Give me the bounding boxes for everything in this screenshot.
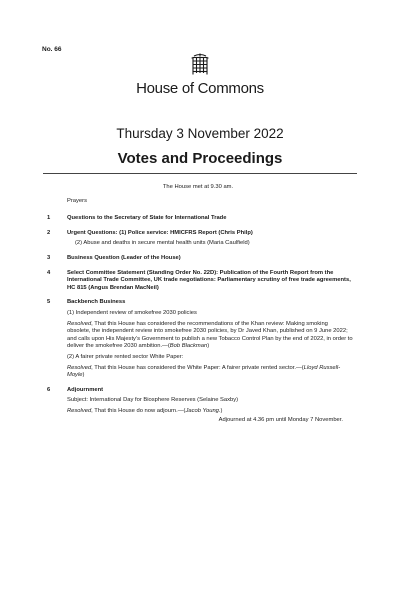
mover-name: Jacob Young. [185,407,221,414]
page-title: Votes and Proceedings [117,150,283,167]
item-number: 5 [47,299,51,306]
house-met-line: The House met at 9.30 am. [162,184,234,190]
proceeding-item [43,270,353,293]
resolution-body: , That this House has considered the recommendations of the Khan review: Making smoking obsolete, the independent review into smokefree 2030 policies, by Dr Javed Khan, published on 9 June 2022; and calls upon His Majesty’s Government to publish a new Tobacco Control Plan by the end of 2022, in order to deliver the smokefree 2030 ambition.—( [67,320,353,350]
resolved-word: Resolved [67,364,92,371]
item-number: 2 [47,229,51,236]
item-heading: Select Committee Statement (Standing Order No. 22D): Publication of the Fourth Report from the International Trade Committee, UK trade negotiations: Parliamentary scrutiny of free trade agreements, HC 815 (Angus Brendan MacNeil) [67,269,351,291]
prayers-line: Prayers [67,197,87,204]
item-heading: Urgent Questions: (1) Police service: HMICFRS Report (Chris Philp) [67,229,253,236]
adjournment-subject: Subject: International Day for Biosphere Reserves (Selaine Saxby) [67,397,239,404]
item-subheading: (1) Independent review of smokefree 2030 policies [67,309,197,316]
mover-name: Bob Blackman [169,343,208,350]
proceeding-item-backbench [43,299,353,379]
item-number: 1 [47,215,51,222]
item-number: 4 [47,269,51,276]
proceedings-content [43,184,353,432]
item-heading: Adjournment [67,386,104,393]
sitting-date: Thursday 3 November 2022 [116,126,284,141]
item-heading: Business Question (Leader of the House) [67,254,181,261]
issue-number: No. 66 [42,46,62,53]
item-number: 3 [47,254,51,261]
resolution-text: Resolved, That this House has considered the recommendations of the Khan review: Making smoking obsolete, the independent review into smokefree 2030 policies, by Dr Javed Khan, published on 9 June 2022; and calls upon His Majesty’s Government to publish a new Tobacco Control Plan by the end of 2022, in order to deliver the smokefree 2030 ambition.—(Bob Blackman) [67,320,353,350]
proceeding-item [43,215,353,223]
item-number: 6 [47,386,51,393]
item-heading: Backbench Business [67,299,126,306]
proceeding-item [43,255,353,263]
proceeding-item-adjournment [43,387,353,425]
item-subheading: (2) Abuse and deaths in secure mental health units (Maria Caulfield) [75,240,250,247]
resolved-word: Resolved [67,407,92,414]
proceeding-item [43,230,353,248]
mover-name: Lloyd Russell-Moyle [67,364,341,379]
adjourned-line: Adjourned at 4.36 pm until Monday 7 November. [218,417,343,424]
resolved-word: Resolved [67,320,92,327]
item-heading: Questions to the Secretary of State for International Trade [67,215,227,222]
portcullis-icon [190,53,210,76]
title-divider [43,173,357,174]
house-name: House of Commons [136,80,264,97]
resolution-text: Resolved, That this House do now adjourn.—(Jacob Young.) [67,407,223,414]
resolution-body: , That this House do now adjourn.—( [91,407,186,414]
item-subheading: (2) A fairer private rented sector White Paper: [67,353,184,360]
resolution-text: Resolved, That this House has considered the White Paper: A fairer private rented sector.—(Lloyd Russell-Moyle) [67,364,341,379]
resolution-body: , That this House has considered the White Paper: A fairer private rented sector.—( [91,364,304,371]
